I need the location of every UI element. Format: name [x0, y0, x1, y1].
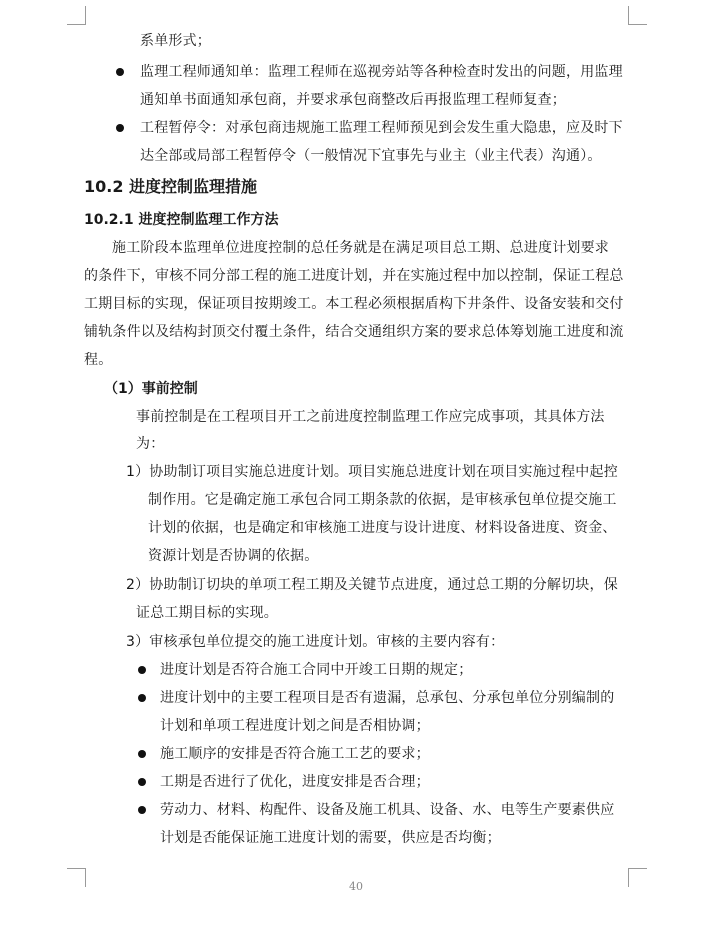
crop-mark-top-right [628, 6, 647, 25]
bullet-item-line: 计划是否能保证施工进度计划的需要，供应是否均衡； [160, 830, 501, 846]
numbered-item-line: 2）协助制订切块的单项工程工期及关键节点进度，通过总工期的分解切块，保 [126, 577, 618, 593]
numbered-item-line: 计划的依据，也是确定和审核施工进度与设计进度、材料设备进度、资金、 [148, 520, 617, 536]
numbered-item-line: 制作用。它是确定施工承包合同工期条款的依据，是审核承包单位提交施工 [148, 492, 617, 508]
body-line: 达全部或局部工程暂停令（一般情况下宜事先与业主（业主代表）沟通）。 [140, 148, 602, 164]
body-line: 通知单书面通知承包商，并要求承包商整改后再报监理工程师复查； [140, 92, 566, 108]
item-heading: （1）事前控制 [104, 381, 198, 397]
bullet-item-line: 施工顺序的安排是否符合施工工艺的要求； [160, 746, 430, 762]
bullet-icon [116, 124, 124, 132]
bullet-icon [138, 750, 146, 758]
paragraph-line: 程。 [84, 352, 113, 368]
body-line: 系单形式； [140, 33, 211, 49]
subsection-heading: 10.2.1 进度控制监理工作方法 [84, 212, 279, 228]
paragraph-line: 的条件下，审核不同分部工程的施工进度计划，并在实施过程中加以控制，保证工程总 [84, 268, 624, 284]
numbered-item-line: 资源计划是否协调的依据。 [148, 548, 319, 564]
paragraph-line: 为： [136, 436, 165, 452]
body-line: 监理工程师通知单：监理工程师在巡视旁站等各种检查时发出的问题，用监理 [140, 64, 623, 80]
bullet-item-line: 计划和单项工程进度计划之间是否相协调； [160, 718, 430, 734]
bullet-icon [138, 806, 146, 814]
bullet-item-line: 进度计划是否符合施工合同中开竣工日期的规定； [160, 662, 473, 678]
paragraph-line: 事前控制是在工程项目开工之前进度控制监理工作应完成事项，其具体方法 [136, 409, 605, 425]
paragraph-line: 铺轨条件以及结构封顶交付覆土条件，结合交通组织方案的要求总体筹划施工进度和流 [84, 324, 624, 340]
numbered-item-line: 1）协助制订项目实施总进度计划。项目实施总进度计划在项目实施过程中起控 [126, 464, 618, 480]
bullet-icon [138, 666, 146, 674]
section-heading: 10.2 进度控制监理措施 [84, 177, 258, 196]
paragraph-line: 工期目标的实现，保证项目按期竣工。本工程必须根据盾构下井条件、设备安装和交付 [84, 296, 624, 312]
paragraph-line: 施工阶段本监理单位进度控制的总任务就是在满足项目总工期、总进度计划要求 [112, 240, 609, 256]
bullet-item-line: 劳动力、材料、构配件、设备及施工机具、设备、水、电等生产要素供应 [160, 802, 615, 818]
body-line: 工程暂停令：对承包商违规施工监理工程师预见到会发生重大隐患，应及时下 [140, 120, 623, 136]
numbered-item-line: 证总工期目标的实现。 [136, 605, 278, 621]
crop-mark-top-left [67, 6, 86, 25]
bullet-item-line: 进度计划中的主要工程项目是否有遗漏，总承包、分承包单位分别编制的 [160, 690, 615, 706]
bullet-icon [138, 694, 146, 702]
page-number: 40 [349, 880, 363, 893]
bullet-icon [116, 68, 124, 76]
numbered-item-line: 3）审核承包单位提交的施工进度计划。审核的主要内容有： [126, 634, 505, 650]
bullet-icon [138, 778, 146, 786]
bullet-item-line: 工期是否进行了优化，进度安排是否合理； [160, 774, 430, 790]
